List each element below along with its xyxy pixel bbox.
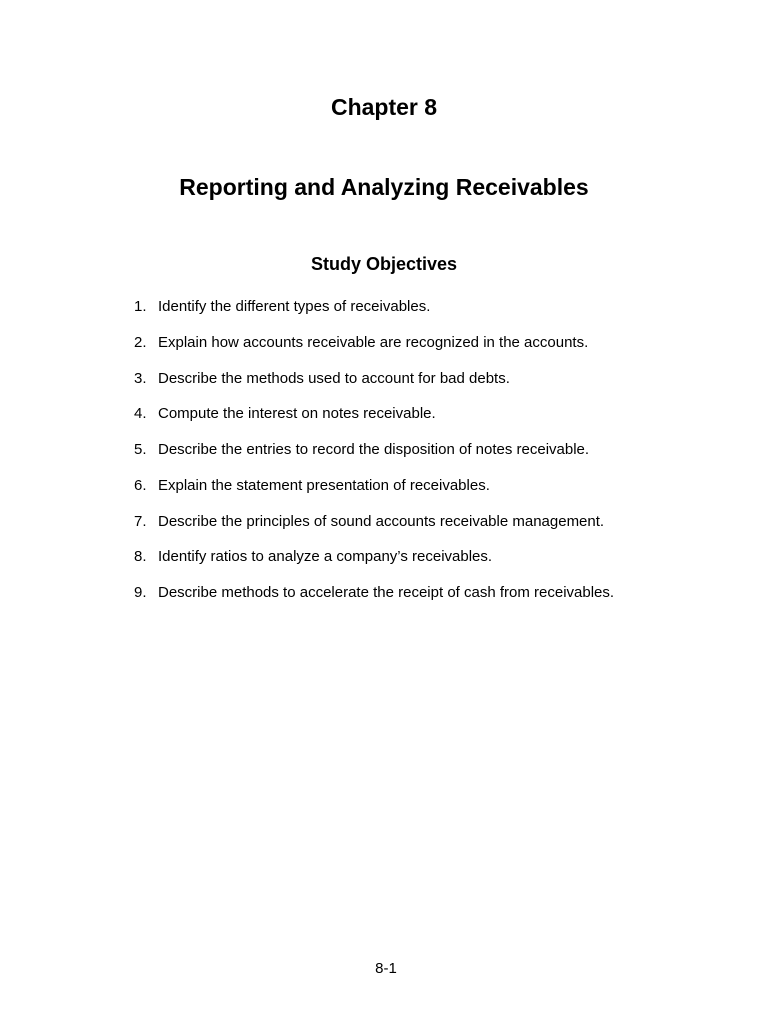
- objective-text: Identify ratios to analyze a company’s receivables.: [158, 548, 493, 566]
- objective-number: 4.: [134, 405, 147, 423]
- objective-number: 8.: [134, 548, 147, 566]
- chapter-heading: Chapter 8: [330, 94, 438, 120]
- objective-number: 7.: [134, 512, 147, 530]
- objective-item-9: [134, 582, 694, 618]
- objective-text: Explain how accounts receivable are recognized in the accounts.: [158, 333, 589, 351]
- objective-number: 6.: [134, 476, 147, 494]
- objective-text: Describe methods to accelerate the receipt of cash from receivables.: [158, 584, 615, 601]
- objective-item-6: [134, 475, 694, 511]
- objective-number: 9.: [134, 584, 147, 601]
- objective-number: 5.: [134, 441, 147, 458]
- chapter-title: Reporting and Analyzing Receivables: [179, 174, 589, 200]
- objective-item-7: [134, 511, 694, 547]
- objective-item-5: [134, 439, 694, 475]
- objective-text: Describe the principles of sound accounts receivable management.: [158, 512, 605, 530]
- study-objectives-heading: Study Objectives: [310, 254, 458, 274]
- objective-number: 3.: [134, 369, 147, 387]
- objective-text: Describe the methods used to account for bad debts.: [158, 369, 510, 387]
- objective-text: Describe the entries to record the disposition of notes receivable.: [158, 441, 590, 458]
- objective-item-2: [134, 332, 694, 368]
- objective-text: Identify the different types of receivables.: [158, 298, 431, 315]
- objective-item-4: [134, 403, 694, 439]
- objective-number: 2.: [134, 333, 147, 351]
- objective-text: Explain the statement presentation of receivables.: [158, 476, 490, 494]
- objective-number: 1.: [134, 298, 147, 315]
- objective-item-3: [134, 368, 694, 404]
- study-objectives-list: [134, 296, 694, 618]
- objective-item-8: [134, 546, 694, 582]
- objective-text: Compute the interest on notes receivable.: [158, 405, 436, 423]
- objective-item-1: [134, 296, 694, 332]
- page-number: 8-1: [375, 960, 397, 977]
